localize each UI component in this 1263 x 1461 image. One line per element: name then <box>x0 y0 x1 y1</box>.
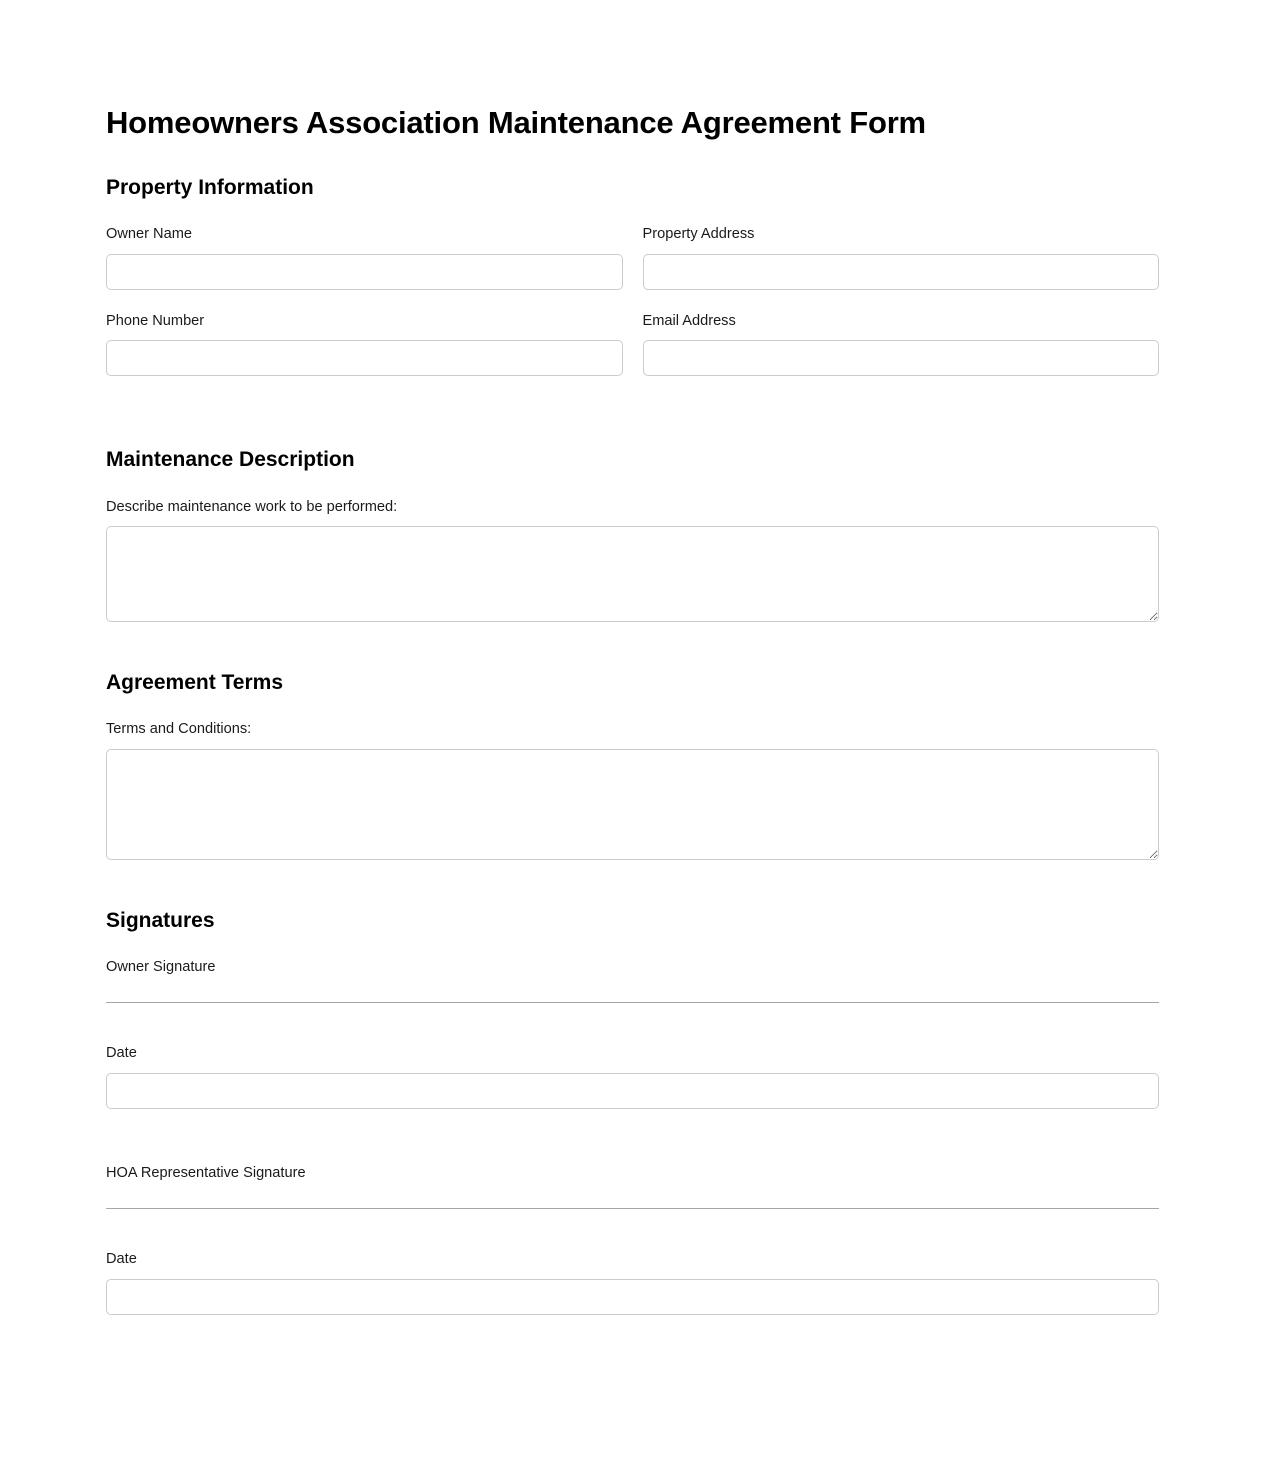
hoa-date-label: Date <box>106 1251 137 1268</box>
owner-date-label: Date <box>106 1045 137 1062</box>
spacer <box>106 1209 1159 1251</box>
property-address-label: Property Address <box>642 226 755 243</box>
email-address-label: Email Address <box>642 312 736 329</box>
maintenance-description-label: Describe maintenance work to be performed: <box>106 498 398 515</box>
field-row-owner-address <box>106 226 1159 290</box>
property-address-input[interactable] <box>643 254 1160 290</box>
section-property-information <box>106 175 1159 376</box>
spacer <box>106 622 1159 670</box>
field-phone-number <box>106 313 623 377</box>
spacer <box>106 1109 1159 1165</box>
field-email-address <box>643 313 1160 377</box>
hoa-signature-label: HOA Representative Signature <box>106 1164 306 1181</box>
section-maintenance-description <box>106 447 1159 622</box>
spacer <box>106 860 1159 908</box>
field-owner-date <box>106 1045 1159 1109</box>
terms-and-conditions-label: Terms and Conditions: <box>106 721 252 738</box>
phone-number-label: Phone Number <box>106 312 205 329</box>
field-owner-signature <box>106 959 1159 1004</box>
email-address-input[interactable] <box>643 340 1160 376</box>
field-hoa-signature <box>106 1165 1159 1210</box>
owner-name-input[interactable] <box>106 254 623 290</box>
owner-signature-label: Owner Signature <box>106 958 216 975</box>
field-hoa-date <box>106 1251 1159 1315</box>
section-heading-agreement-terms: Agreement Terms <box>106 671 284 695</box>
phone-number-input[interactable] <box>106 340 623 376</box>
maintenance-description-textarea[interactable] <box>106 526 1159 622</box>
section-agreement-terms <box>106 670 1159 860</box>
field-property-address <box>643 226 1160 290</box>
spacer <box>106 1003 1159 1045</box>
field-maintenance-description <box>106 499 1159 623</box>
maintenance-agreement-form <box>106 104 1159 1315</box>
owner-name-label: Owner Name <box>106 226 192 243</box>
hoa-date-input[interactable] <box>106 1279 1159 1315</box>
section-heading-signatures: Signatures <box>106 908 215 932</box>
terms-and-conditions-textarea[interactable] <box>106 749 1159 860</box>
section-heading-property-information: Property Information <box>106 176 314 200</box>
field-owner-name <box>106 226 623 290</box>
spacer <box>106 399 1159 447</box>
field-row-phone-email <box>106 313 1159 377</box>
page-title: Homeowners Association Maintenance Agreement Form <box>106 105 926 140</box>
field-terms-and-conditions <box>106 721 1159 860</box>
section-signatures <box>106 908 1159 1315</box>
owner-date-input[interactable] <box>106 1073 1159 1109</box>
section-heading-maintenance-description: Maintenance Description <box>106 448 355 472</box>
